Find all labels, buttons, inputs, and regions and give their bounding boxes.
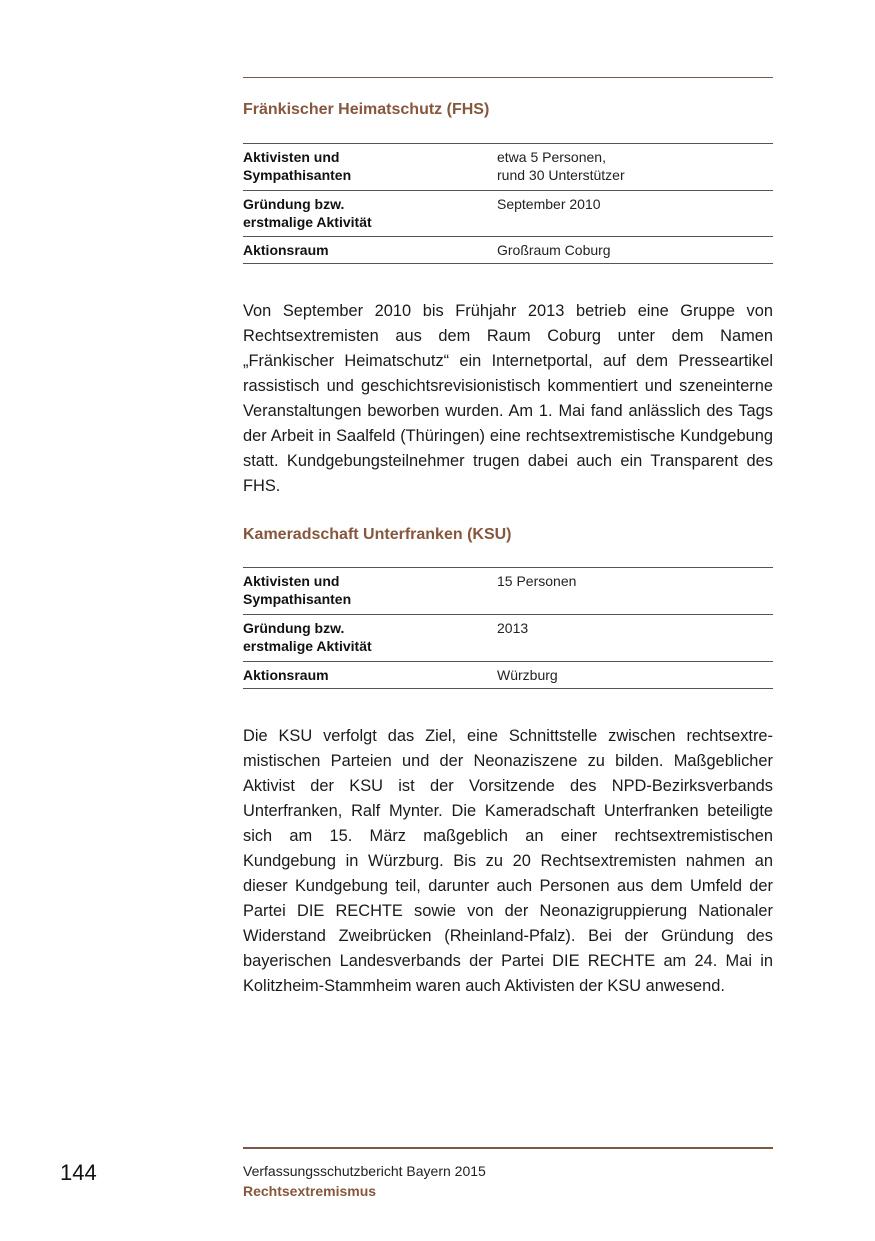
- row-value: etwa 5 Personen, rund 30 Unterstützer: [497, 144, 773, 191]
- ksu-paragraph: Die KSU verfolgt das Ziel, eine Schnittstelle zwischen rechtsextremistischen Parteien und der Neonaziszene zu bilden. Maßgeblicher Aktivist der KSU ist der Vorsitzende des NPD-Bezirksverbands Unterfranken, Ralf Mynter. Die Kameradschaft Unterfranken beteiligte sich am 15. März maßgeblich an einer rechtsextremistischen Kundgebung in Würzburg. Bis zu 20 Rechtsextremisten nahmen an dieser Kundgebung teil, darunter auch Personen aus dem Umfeld der Partei DIE RECHTE sowie von der Neonazigruppierung Nationaler Widerstand Zweibrücken (Rheinland-Pfalz). Bei der Gründung des bayerischen Landesverbands der Partei DIE RECHTE am 24. Mai in Kolitzheim-Stammheim waren auch Aktivisten der KSU anwesend.: [243, 727, 773, 995]
- top-divider: [243, 77, 773, 78]
- row-key: Aktionsraum: [243, 237, 497, 264]
- ksu-info-table: [243, 567, 773, 689]
- footer-divider: [243, 1147, 773, 1149]
- fhs-info-table: [243, 143, 773, 264]
- row-value: Würzburg: [497, 662, 773, 689]
- row-value: Großraum Coburg: [497, 237, 773, 264]
- table-row: [243, 615, 773, 662]
- row-key: Aktivisten und Sympathisanten: [243, 144, 497, 191]
- fhs-paragraph: Von September 2010 bis Frühjahr 2013 betrieb eine Gruppe von Rechtsextremisten aus dem Raum Coburg unter dem Namen „Fränkischer Heimatschutz“ ein Internetportal, auf dem Presseartikel rassistisch und geschichtsrevisionistisch kommentiert und szeneinterne Veranstaltungen beworben wurden. Am 1. Mai fand anlässlich des Tags der Arbeit in Saalfeld (Thüringen) eine rechtsextremistische Kundgebung statt. Kundgebungsteilnehmer trugen dabei auch ein Transparent des FHS.: [243, 302, 773, 495]
- row-value: 15 Personen: [497, 568, 773, 615]
- row-value: 2013: [497, 615, 773, 662]
- table-row: [243, 144, 773, 191]
- page-number: 144: [60, 1160, 97, 1185]
- row-key: Gründung bzw. erstmalige Aktivität: [243, 191, 497, 237]
- footer-chapter: Rechtsextremismus: [243, 1183, 377, 1199]
- table-row: [243, 191, 773, 237]
- table-row: [243, 237, 773, 264]
- row-key: Aktivisten und Sympathisanten: [243, 568, 497, 615]
- footer-publication: Verfassungsschutzbericht Bayern 2015: [243, 1163, 486, 1179]
- table-row: [243, 662, 773, 689]
- row-key: Gründung bzw. erstmalige Aktivität: [243, 615, 497, 662]
- section-title-ksu: Kameradschaft Unterfranken (KSU): [243, 526, 512, 543]
- row-value: September 2010: [497, 191, 773, 237]
- table-row: [243, 568, 773, 615]
- row-key: Aktionsraum: [243, 662, 497, 689]
- section-title-fhs: Fränkischer Heimatschutz (FHS): [243, 101, 490, 118]
